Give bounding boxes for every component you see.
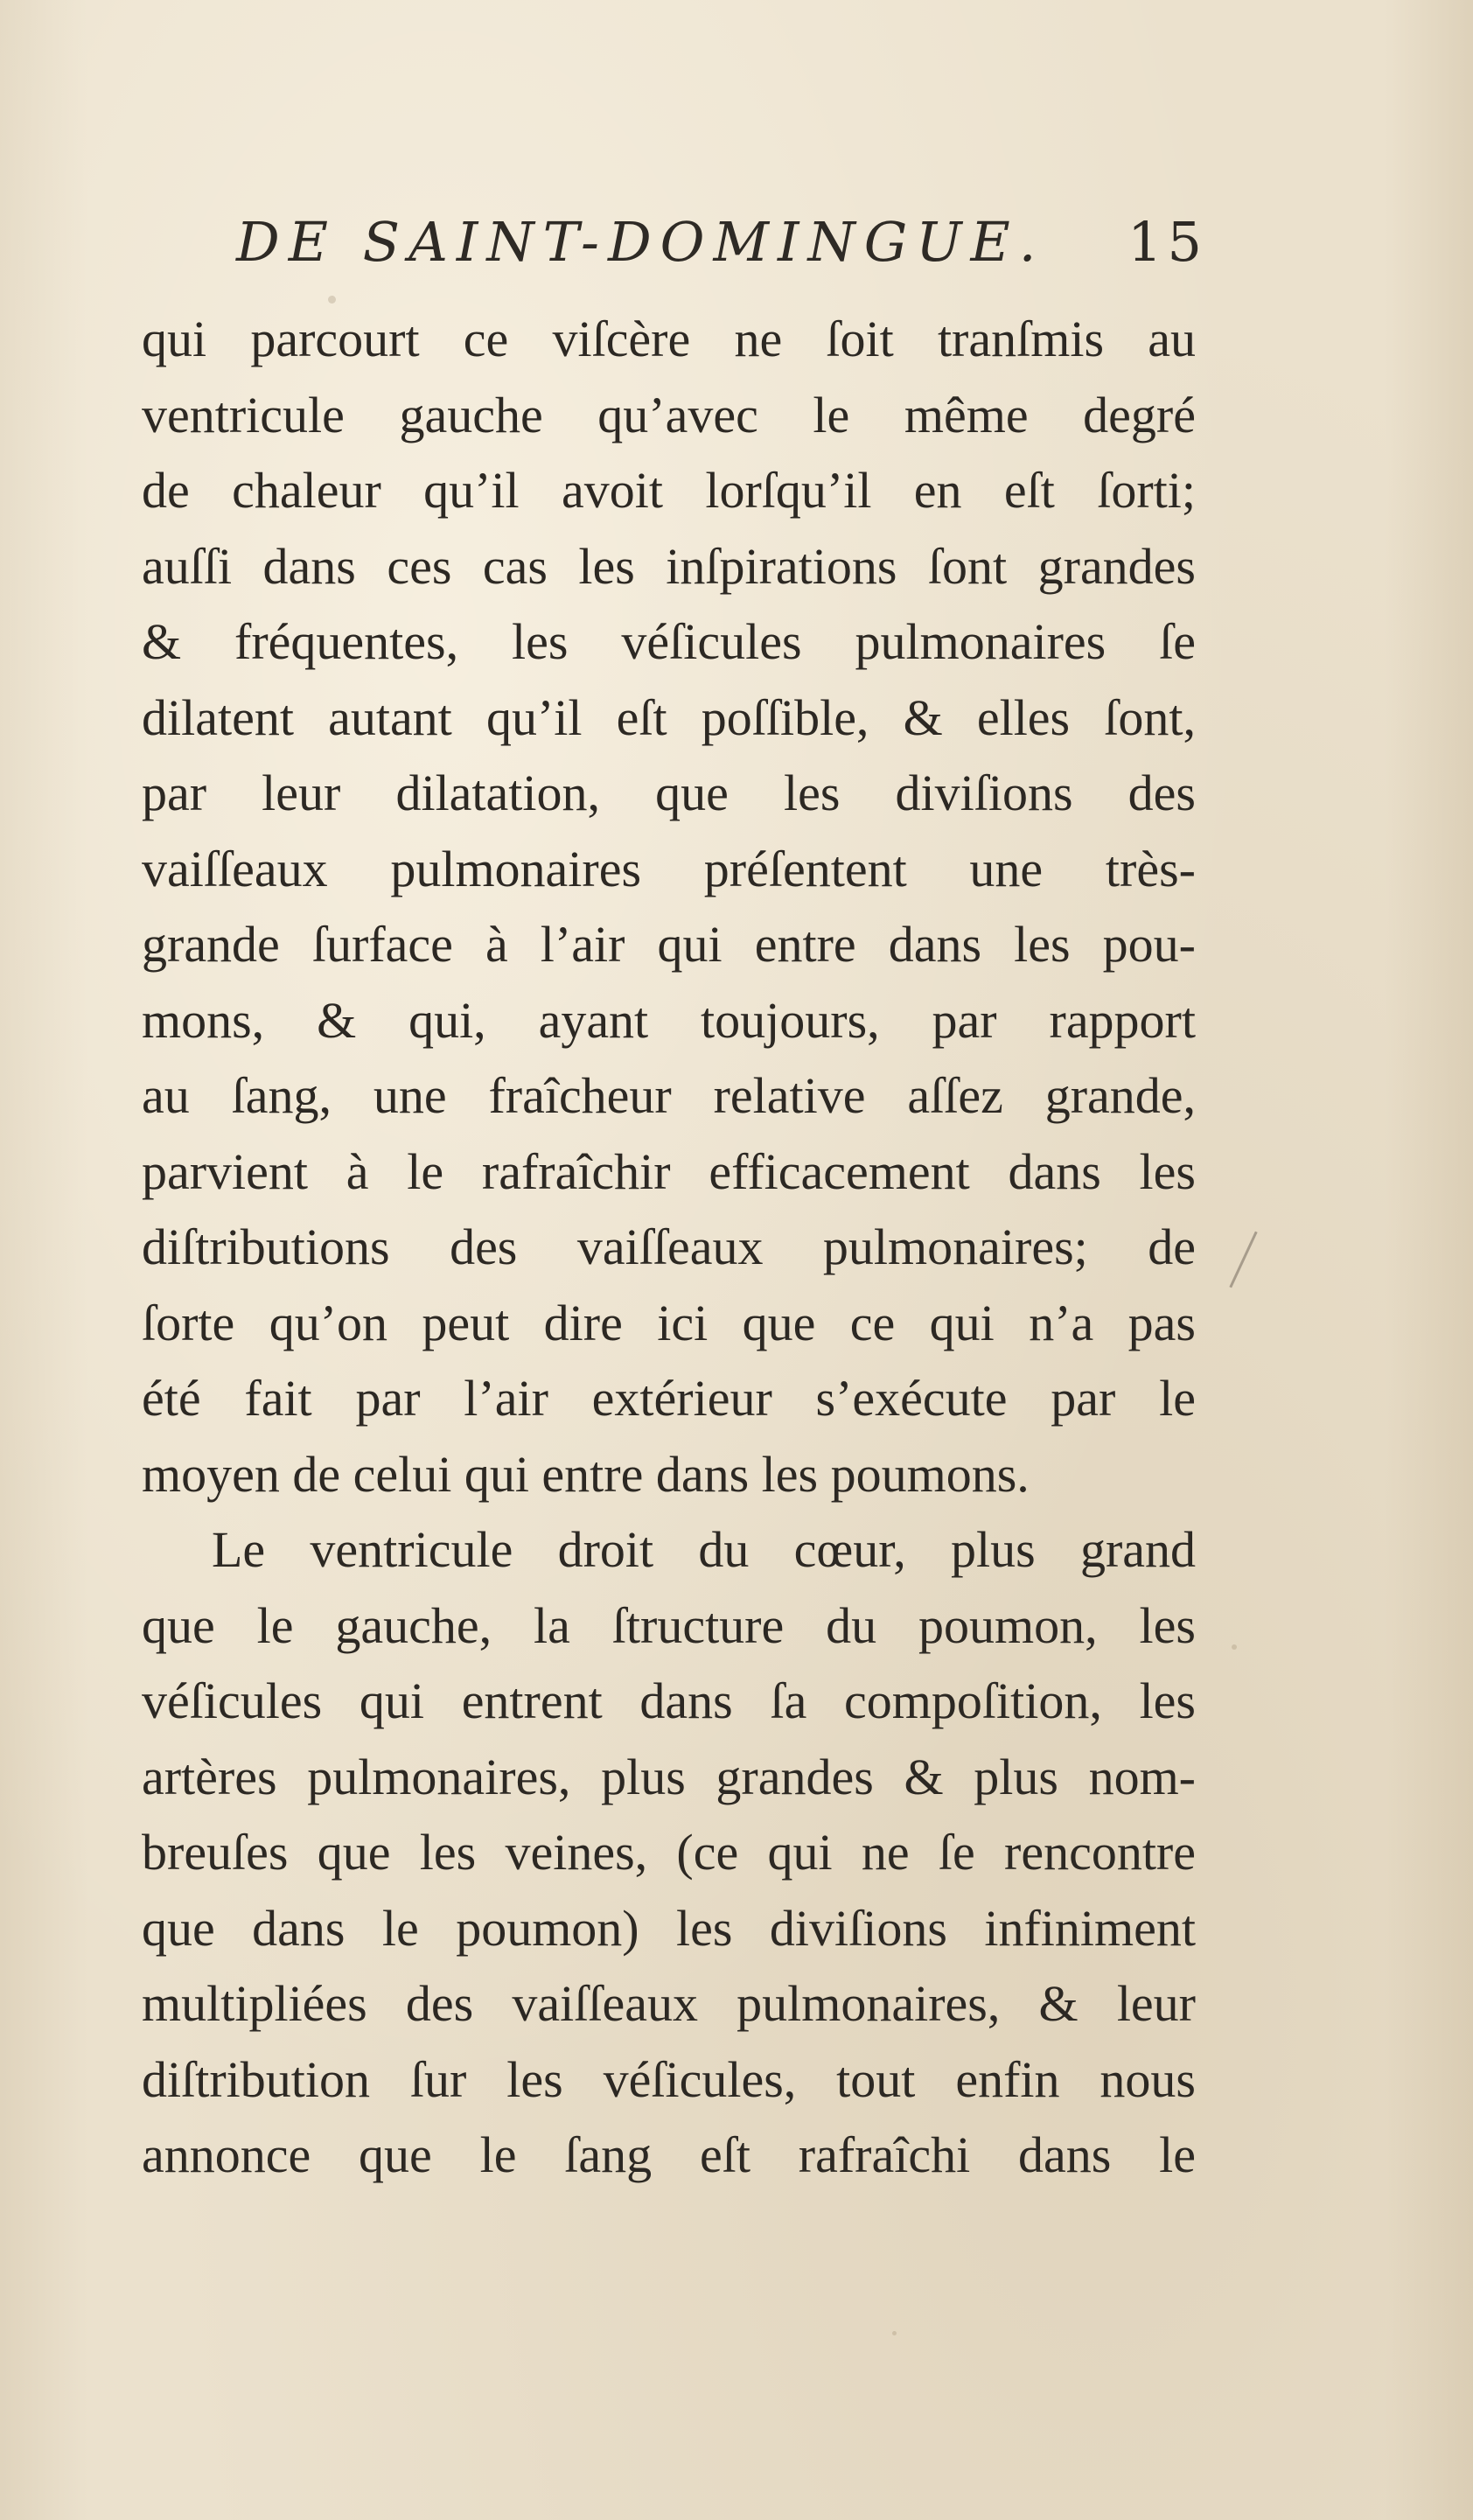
text-line: au ſang, une fraîcheur relative aſſez grande, — [142, 1067, 1196, 1124]
page-header — [236, 203, 1207, 282]
text-line: diſtribution ſur les véſicules, tout enfin nous — [142, 2050, 1196, 2108]
text-line: artères pulmonaires, plus grandes & plus nom- — [142, 1748, 1196, 1805]
text-line: grande ſurface à l’air qui entre dans les pou- — [142, 916, 1196, 973]
text-line: dilatent autant qu’il eſt poſſible, & elles ſont, — [142, 688, 1196, 746]
text-line: annonce que le ſang eſt rafraîchi dans le — [142, 2126, 1196, 2183]
text-line: Le ventricule droit du cœur, plus grand — [212, 1521, 1196, 1578]
text-line: parvient à le rafraîchir efficacement dans les — [142, 1142, 1196, 1200]
text-line: moyen de celui qui entre dans les poumons. — [142, 1445, 1030, 1503]
text-line: qui parcourt ce viſcère ne ſoit tranſmis au — [142, 311, 1196, 367]
ink-spot — [1232, 1644, 1237, 1650]
pencil-mark — [1229, 1232, 1257, 1288]
text-line: que le gauche, la ſtructure du poumon, les — [142, 1596, 1196, 1654]
text-line: été fait par l’air extérieur s’exécute par le — [142, 1370, 1196, 1427]
text-line: & fréquentes, les véſicules pulmonaires ſe — [142, 613, 1196, 670]
text-line: véſicules qui entrent dans ſa compoſition, les — [142, 1672, 1196, 1729]
text-line: de chaleur qu’il avoit lorſqu’il en eſt ſorti; — [142, 462, 1196, 519]
text-line: diſtributions des vaiſſeaux pulmonaires; de — [142, 1218, 1196, 1275]
text-line: que dans le poumon) les diviſions infiniment — [142, 1899, 1196, 1957]
text-line: ventricule gauche qu’avec le même degré — [142, 386, 1196, 443]
text-line: ſorte qu’on peut dire ici que ce qui n’a pas — [142, 1294, 1196, 1351]
ink-spot — [892, 2331, 897, 2335]
page-number: 15 — [1127, 210, 1207, 274]
text-line: multipliées des vaiſſeaux pulmonaires, & leur — [142, 1975, 1196, 2032]
text-line: breuſes que les veines, (ce qui ne ſe rencontre — [142, 1824, 1196, 1881]
running-head: DE SAINT-DOMINGUE. — [236, 210, 1045, 274]
text-line: mons, & qui, ayant toujours, par rapport — [142, 991, 1196, 1049]
text-line: par leur dilatation, que les diviſions des — [142, 764, 1196, 821]
text-line: auſſi dans ces cas les inſpirations ſont grandes — [142, 537, 1196, 595]
body-text — [142, 302, 1196, 2194]
text-line: vaiſſeaux pulmonaires préſentent une très- — [142, 840, 1196, 897]
